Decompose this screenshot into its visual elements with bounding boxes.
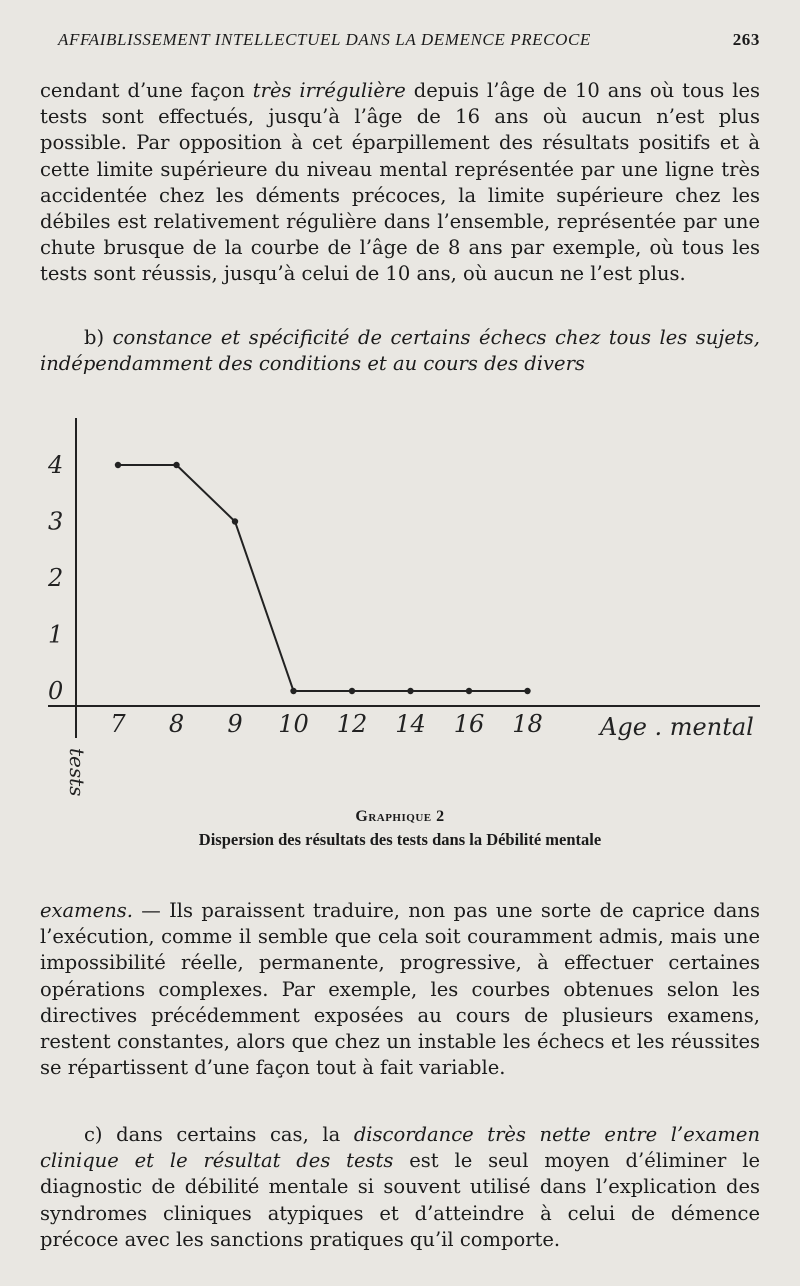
- y-tick-label: 1: [48, 620, 64, 649]
- x-tick-label: 18: [512, 710, 543, 738]
- x-tick-label: 7: [110, 710, 126, 738]
- data-points: [115, 462, 531, 694]
- y-tick-labels: [47, 451, 63, 705]
- data-point: [524, 688, 530, 694]
- para3-emphasis: examens.: [40, 899, 133, 922]
- para1-emphasis: très irrégulière: [252, 79, 406, 102]
- para4-lead: c) dans certains cas, la: [84, 1123, 354, 1146]
- paragraph-b: [40, 325, 760, 377]
- para2-lead: b): [84, 326, 113, 349]
- page-number: 263: [732, 30, 760, 49]
- y-tick-label: 4: [48, 451, 64, 479]
- series-line: [118, 465, 528, 691]
- data-point: [232, 518, 238, 524]
- para4-emphasis: discordance très nette entre l’examen clinique et le résultat des tests: [40, 1123, 760, 1173]
- data-point: [407, 688, 413, 694]
- y-tick-label: 0: [48, 677, 64, 705]
- para3-rest: — Ils paraissent traduire, non pas une sorte de caprice dans l’exécution, comme il semble que cela soit couramment admis, mais une impossibilité réelle, permanente, progressive, à effectuer certaines opérations complexes. Par exemple, les courbes obtenues selon les directives précédemment exposées au cours de plusieurs examens, restent constantes, alors que chez un instable les échecs et les réussites se répartissent d’une façon tout à fait variable.: [40, 899, 760, 1080]
- paragraph-examens: [40, 898, 760, 1081]
- y-axis-label: tests: [65, 748, 89, 797]
- para1-rest: depuis l’âge de 10 ans où tous les tests sont effectués, jusqu’à l’âge de 16 ans où aucun n’est plus possible. Par opposition à cet éparpillement des résultats positifs et à cette limite supérieure du niveau mental représentée par une ligne très accidentée chez les déments précoces, la limite supérieure chez les débiles est relativement régulière dans l’ensemble, représentée par une chute brusque de la courbe de l’âge de 8 ans par exemple, où tous les tests sont réussis, jusqu’à celui de 10 ans, où aucun ne l’est plus.: [40, 79, 761, 286]
- data-point: [466, 688, 472, 694]
- x-tick-label: 10: [278, 710, 309, 738]
- x-tick-label: 16: [453, 710, 485, 738]
- data-point: [173, 462, 179, 468]
- para1-lead: cendant d’une façon: [40, 79, 253, 102]
- paragraph-c: [40, 1122, 760, 1253]
- x-tick-labels: [110, 710, 542, 738]
- x-tick-label: 8: [168, 710, 185, 738]
- x-tick-label: 12: [336, 710, 368, 738]
- y-tick-label: 3: [48, 507, 64, 536]
- dispersion-chart: [40, 408, 770, 808]
- para2-emphasis: constance et spécificité de certains échecs chez tous les sujets, indépendamment des conditions et au cours des divers: [40, 326, 760, 376]
- chart-subtitle: Dispersion des résultats des tests dans la Débilité mentale: [198, 830, 602, 849]
- chart-title: Graphique 2: [355, 808, 445, 825]
- data-point: [290, 688, 296, 694]
- x-tick-label: 9: [227, 710, 243, 738]
- data-point: [349, 688, 355, 694]
- y-tick-label: 2: [48, 564, 64, 592]
- para4-rest: est le seul moyen d’éliminer le diagnostic de débilité mentale si souvent utilisé dans l’explication des syndromes cliniques atypiques et d’atteindre à celui de démence précoce avec les sanctions pratiques qu’il comporte.: [40, 1149, 760, 1251]
- x-axis-label: Age . mental: [600, 713, 754, 741]
- running-title: AFFAIBLISSEMENT INTELLECTUEL DANS LA DEMENCE PRECOCE: [58, 30, 591, 49]
- x-tick-label: 14: [395, 710, 426, 738]
- running-header: [58, 30, 760, 50]
- data-point: [115, 462, 121, 468]
- paragraph-continuation: [40, 78, 760, 288]
